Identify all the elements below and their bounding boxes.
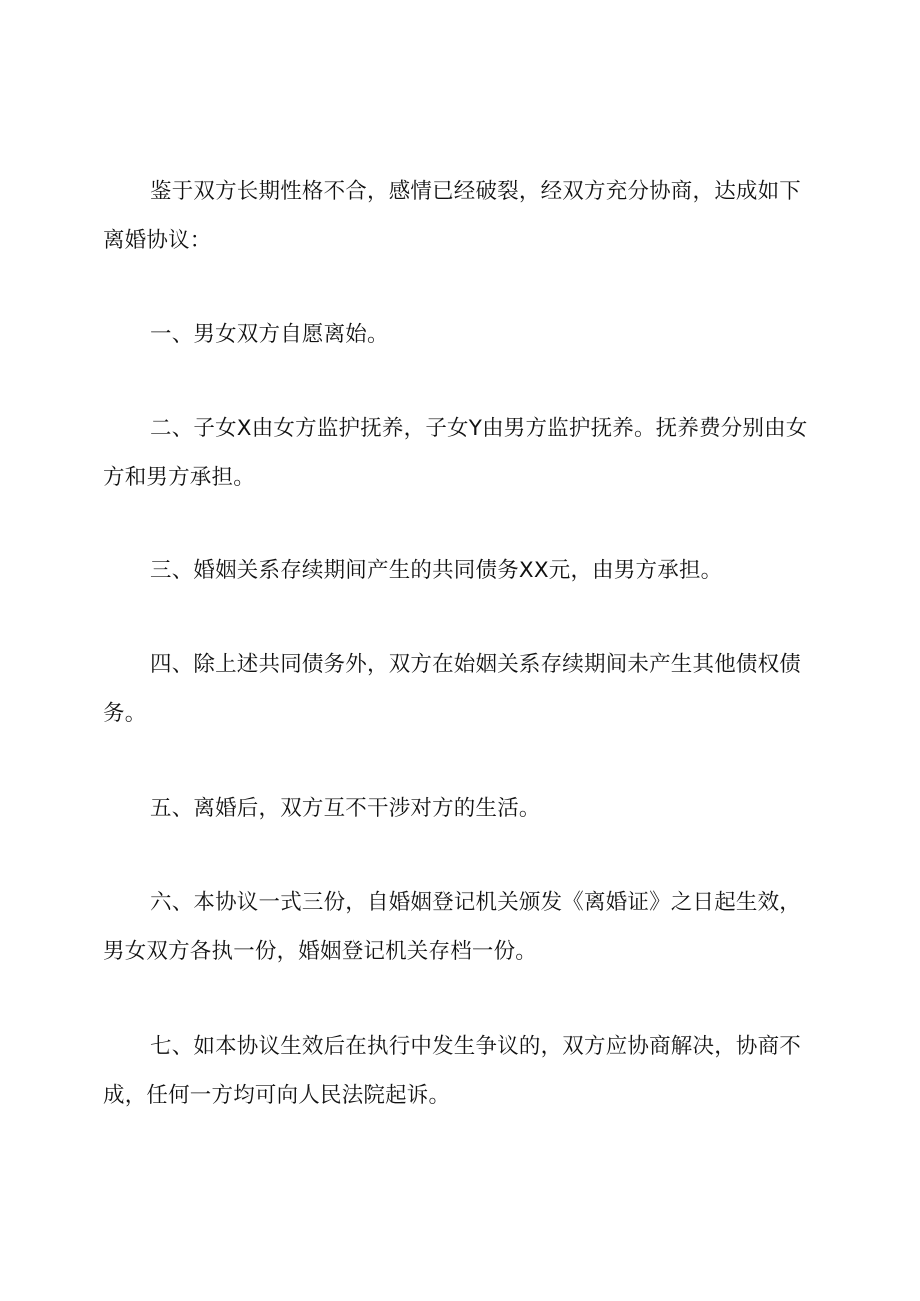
- clause-7-paragraph: 七、如本协议生效后在执行中发生争议的，双方应协商解决，协商不成，任何一方均可向人民法院起诉。: [103, 1034, 802, 1108]
- clause-2-paragraph: 二、子女X由女方监护抚养，子女Y由男方监护抚养。抚养费分别由女方和男方承担。: [103, 416, 808, 490]
- intro-paragraph: 鉴于双方长期性格不合，感情已经破裂，经双方充分协商，达成如下离婚协议：: [103, 179, 802, 253]
- clause-4-paragraph: 四、除上述共同债务外，双方在始姻关系存续期间未产生其他债权债务。: [103, 652, 802, 726]
- clause-1-paragraph: 一、男女双方自愿离始。: [150, 322, 389, 347]
- clause-5-paragraph: 五、离婚后，双方互不干涉对方的生活。: [150, 796, 541, 821]
- clause-6-paragraph: 六、本协议一式三份，自婚姻登记机关颁发《离婚证》之日起生效，男女双方各执一份，婚姻登记机关存档一份。: [103, 890, 802, 964]
- clause-3-paragraph: 三、婚姻关系存续期间产生的共同债务XX元，由男方承担。: [150, 558, 723, 583]
